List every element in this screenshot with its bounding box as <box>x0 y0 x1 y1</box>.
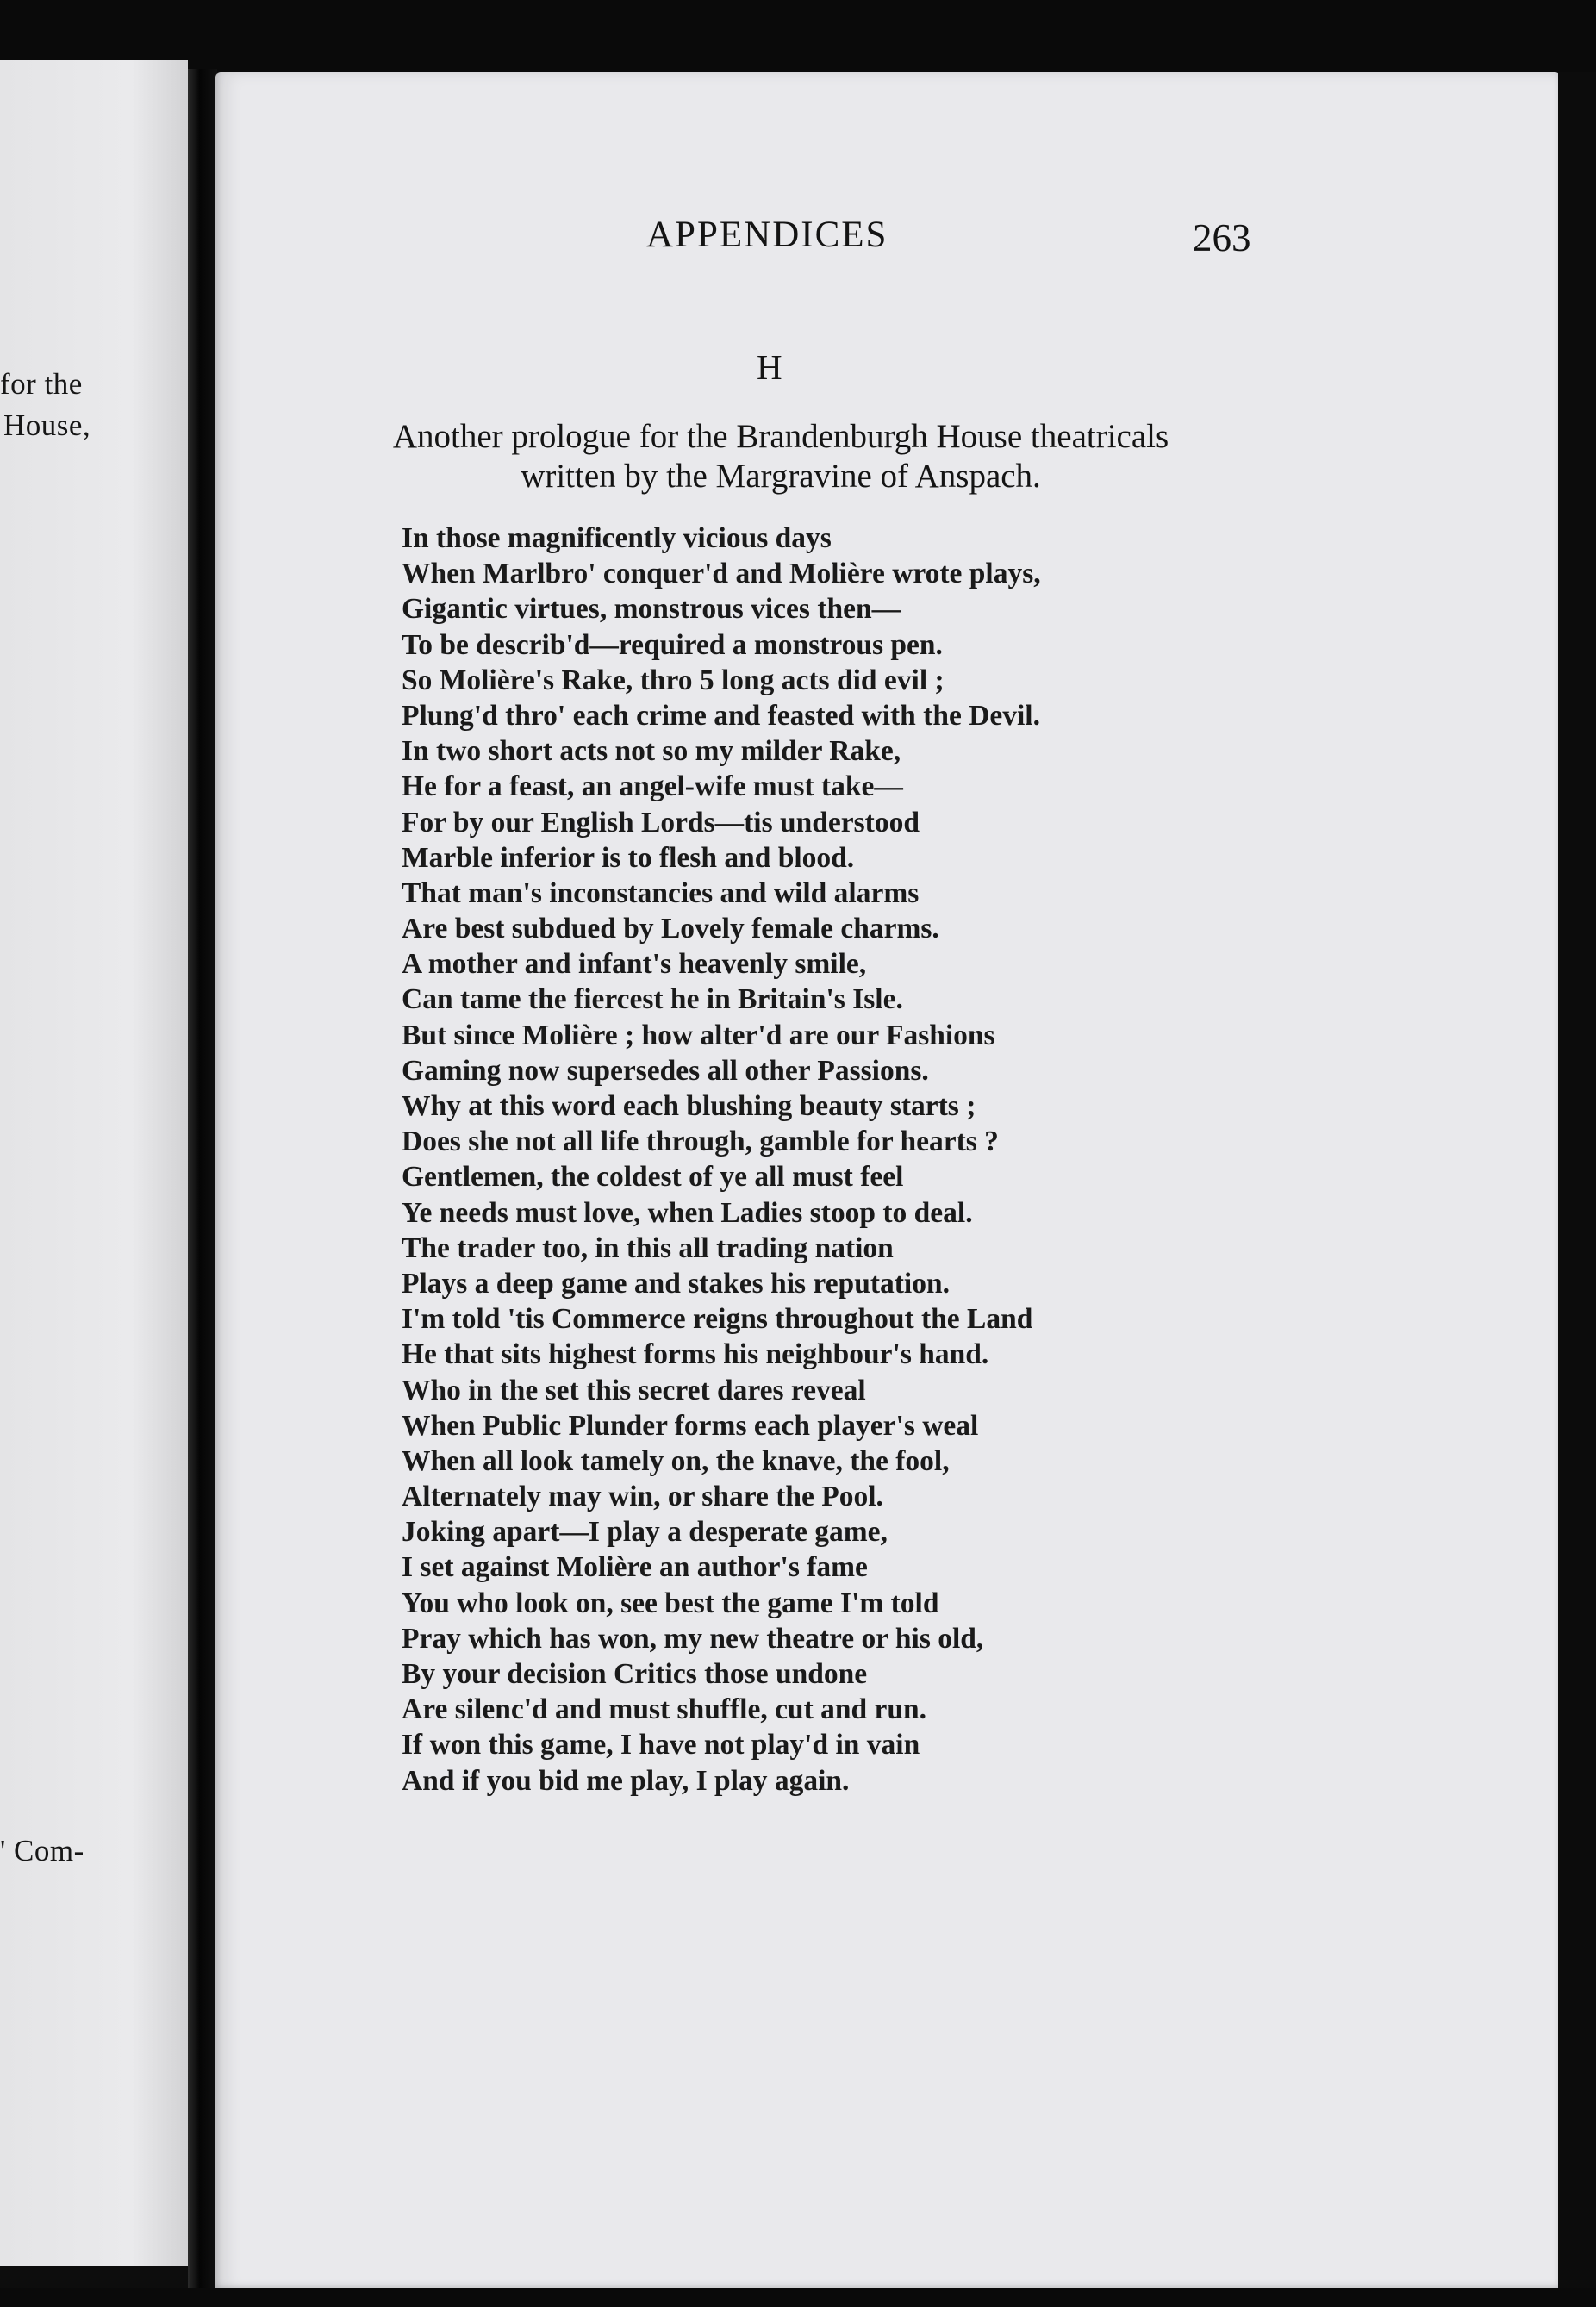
scan-bottom-border <box>0 2288 1596 2307</box>
poem-line: I set against Molière an author's fame <box>402 1551 868 1584</box>
poem-line: Ye needs must love, when Ladies stoop to deal. <box>402 1196 973 1229</box>
poem-line: And if you bid me play, I play again. <box>402 1764 850 1797</box>
poem-line: Pray which has won, my new theatre or his old, <box>402 1622 984 1655</box>
prologue-poem <box>402 521 1263 1799</box>
left-page-text-fragment: for the <box>0 367 83 401</box>
poem-line: That man's inconstancies and wild alarms <box>402 876 920 909</box>
book-gutter <box>188 69 217 2307</box>
poem-line: Who in the set this secret dares reveal <box>402 1374 866 1406</box>
poem-line: A mother and infant's heavenly smile, <box>402 948 867 981</box>
scan-top-border <box>0 0 1596 79</box>
poem-line: By your decision Critics those undone <box>402 1658 868 1690</box>
poem-line: Joking apart—I play a desperate game, <box>402 1516 888 1549</box>
poem-line: Gaming now supersedes all other Passions. <box>402 1054 929 1087</box>
facing-page-left <box>0 60 188 2266</box>
poem-line: Alternately may win, or share the Pool. <box>402 1481 883 1513</box>
left-page-text-fragment: ' Com- <box>0 1834 84 1867</box>
page-number: 263 <box>1193 216 1251 259</box>
poem-line: Are best subdued by Lovely female charms. <box>402 913 939 945</box>
heading-line: Another prologue for the Brandenburgh House theatricals <box>392 418 1169 455</box>
poem-line: When all look tamely on, the knave, the fool, <box>402 1444 950 1477</box>
poem-line: Gigantic virtues, monstrous vices then— <box>402 593 901 626</box>
poem-line: To be describ'd—required a monstrous pen. <box>402 628 943 661</box>
poem-line: You who look on, see best the game I'm told <box>402 1587 939 1619</box>
poem-line: Can tame the fiercest he in Britain's Isle. <box>402 983 903 1016</box>
heading-line: written by the Margravine of Anspach. <box>521 458 1041 495</box>
poem-line: When Public Plunder forms each player's weal <box>402 1409 979 1442</box>
poem-line: Plays a deep game and stakes his reputation. <box>402 1267 950 1300</box>
running-head: APPENDICES <box>646 215 888 255</box>
poem-line: The trader too, in this all trading nation <box>402 1231 894 1264</box>
poem-line: Gentlemen, the coldest of ye all must feel <box>402 1161 904 1194</box>
left-page-text-fragment: House, <box>3 408 91 442</box>
poem-line: So Molière's Rake, thro 5 long acts did evil ; <box>402 664 945 696</box>
scan-right-border <box>1558 72 1596 2307</box>
poem-line: Plung'd thro' each crime and feasted with the Devil. <box>402 699 1040 732</box>
poem-line: I'm told 'tis Commerce reigns throughout the Land <box>402 1303 1033 1336</box>
poem-line: In two short acts not so my milder Rake, <box>402 735 901 768</box>
poem-line: Why at this word each blushing beauty starts ; <box>402 1090 976 1122</box>
poem-line: Are silenc'd and must shuffle, cut and run. <box>402 1693 926 1726</box>
poem-line: Does she not all life through, gamble for hearts ? <box>402 1125 999 1158</box>
poem-line: When Marlbro' conquer'd and Molière wrote plays, <box>402 558 1041 590</box>
poem-line: Marble inferior is to flesh and blood. <box>402 841 855 874</box>
section-heading <box>307 417 1255 496</box>
poem-line: He for a feast, an angel-wife must take— <box>402 770 903 803</box>
poem-line: He that sits highest forms his neighbour's hand. <box>402 1338 989 1371</box>
poem-line: For by our English Lords—tis understood <box>402 806 920 839</box>
poem-line: In those magnificently vicious days <box>402 522 832 554</box>
section-letter: H <box>757 347 782 387</box>
poem-line: If won this game, I have not play'd in vain <box>402 1729 920 1761</box>
poem-line: But since Molière ; how alter'd are our Fashions <box>402 1019 995 1051</box>
